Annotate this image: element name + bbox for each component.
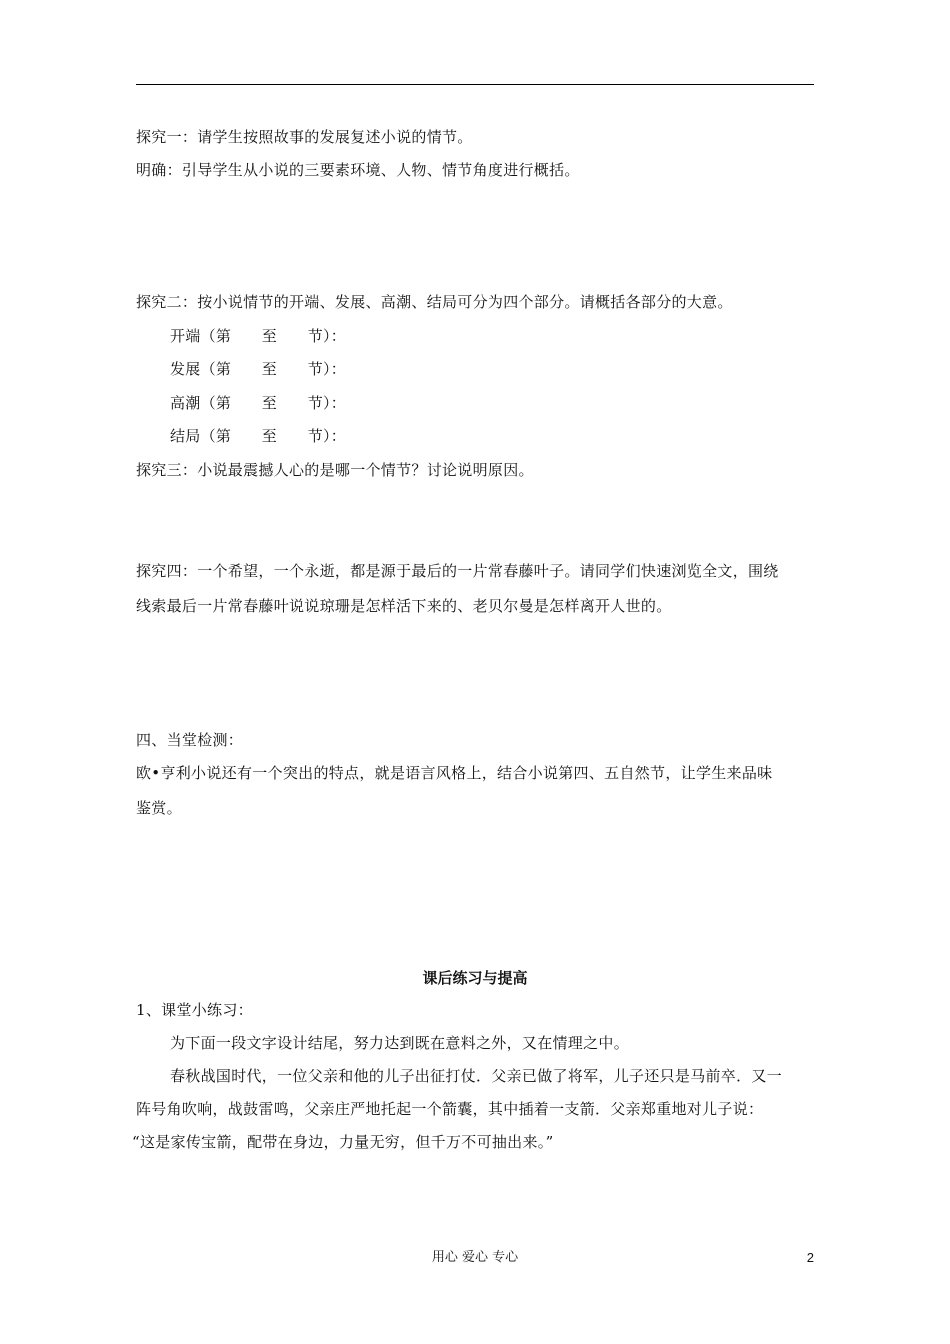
text-line: 春秋战国时代，一位父亲和他的儿子出征打仗．父亲已做了将军，儿子还只是马前卒．又一 (170, 1067, 783, 1085)
text-line: 四、当堂检测： (136, 731, 244, 749)
section-title: 课后练习与提高 (422, 969, 528, 987)
text-line: 鉴赏。 (136, 799, 182, 817)
text-line: 探究二：按小说情节的开端、发展、高潮、结局可分为四个部分。请概括各部分的大意。 (136, 293, 733, 311)
text-line: 探究三：小说最震撼人心的是哪一个情节？讨论说明原因。 (136, 461, 534, 479)
page-footer: 用心 爱心 专心 (431, 1250, 519, 1265)
text-line: 欧•亨利小说还有一个突出的特点，就是语言风格上，结合小说第四、五自然节，让学生来品味 (136, 764, 773, 782)
text-line: 探究四：一个希望，一个永逝，都是源于最后的一片常春藤叶子。请同学们快速浏览全文，围绕 (136, 562, 779, 580)
text-line: 1、课堂小练习： (136, 1001, 253, 1019)
text-line: 开端（第 至 节）： (170, 327, 347, 345)
text-line: 结局（第 至 节）： (170, 427, 347, 445)
text-line: 发展（第 至 节）： (170, 360, 347, 378)
text-line: 高潮（第 至 节）： (170, 394, 347, 412)
header-rule (136, 84, 814, 85)
text-line: 为下面一段文字设计结尾，努力达到既在意料之外，又在情理之中。 (170, 1034, 630, 1052)
page-number: 2 (806, 1250, 814, 1265)
text-line: 线索最后一片常春藤叶说说琼珊是怎样活下来的、老贝尔曼是怎样离开人世的。 (136, 597, 672, 615)
text-line: “这是家传宝箭，配带在身边，力量无穷，但千万不可抽出来。” (132, 1133, 554, 1151)
text-line: 探究一：请学生按照故事的发展复述小说的情节。 (136, 128, 473, 146)
text-line: 明确：引导学生从小说的三要素环境、人物、情节角度进行概括。 (136, 161, 580, 179)
text-line: 阵号角吹响，战鼓雷鸣，父亲庄严地托起一个箭囊，其中插着一支箭．父亲郑重地对儿子说： (136, 1100, 764, 1118)
